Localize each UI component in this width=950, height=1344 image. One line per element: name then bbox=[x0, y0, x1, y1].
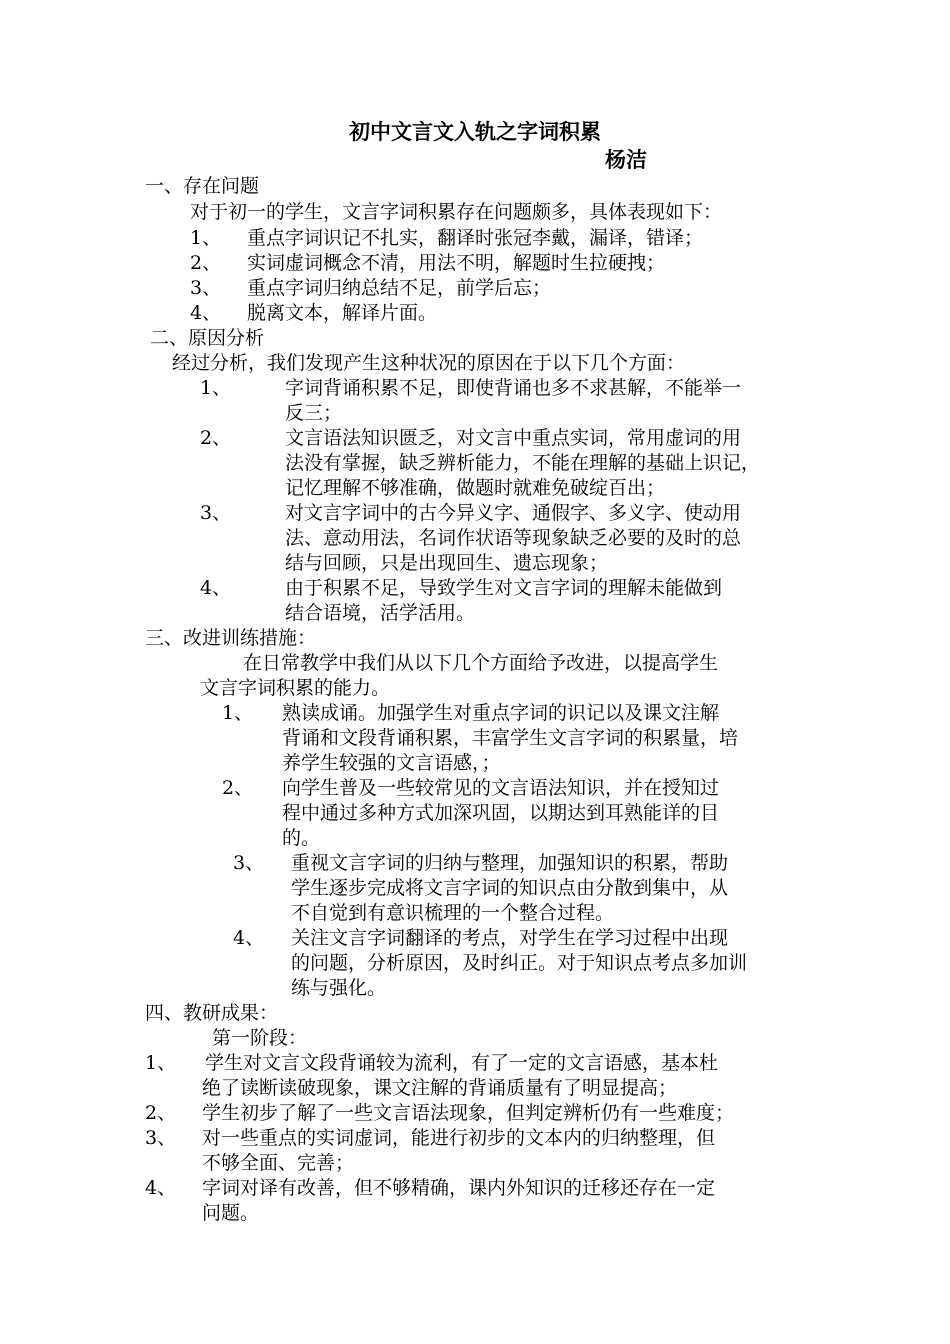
s4-item-4-line-1: 字词对译有改善，但不够精确，课内外知识的迁移还存在一定 bbox=[202, 1177, 716, 1199]
s1-item-2-text: 实词虚词概念不清，用法不明，解题时生拉硬拽； bbox=[247, 252, 666, 274]
s3-item-2-number: 2、 bbox=[222, 777, 254, 799]
s2-item-4-line-1: 由于积累不足，导致学生对文言字词的理解未能做到 bbox=[285, 577, 723, 599]
s2-item-1-number: 1、 bbox=[200, 377, 232, 399]
s4-item-1-line-1: 学生对文言文段背诵较为流利，有了一定的文言语感，基本杜 bbox=[205, 1052, 719, 1074]
s3-item-4-line-1: 关注文言字词翻译的考点，对学生在学习过程中出现 bbox=[291, 927, 729, 949]
s3-item-4-line-3: 练与强化。 bbox=[291, 977, 387, 999]
s3-item-3-number: 3、 bbox=[233, 852, 265, 874]
s1-item-1-text: 重点字词识记不扎实，翻译时张冠李戴，漏译，错译； bbox=[247, 227, 704, 249]
s2-item-3-number: 3、 bbox=[200, 502, 232, 524]
document-author: 杨洁 bbox=[605, 147, 647, 172]
s3-item-2-line-3: 的。 bbox=[282, 827, 321, 849]
section-3-intro-line-2: 文言字词积累的能力。 bbox=[200, 677, 391, 699]
s2-item-4-number: 4、 bbox=[200, 577, 232, 599]
section-2-intro: 经过分析，我们发现产生这种状况的原因在于以下几个方面： bbox=[172, 352, 686, 374]
s3-item-3-line-3: 不自觉到有意识梳理的一个整合过程。 bbox=[291, 902, 615, 924]
s3-item-1-number: 1、 bbox=[222, 702, 254, 724]
s4-item-4-number: 4、 bbox=[145, 1177, 177, 1199]
s2-item-1-line-1: 字词背诵积累不足，即使背诵也多不求甚解，不能举一 bbox=[285, 377, 742, 399]
s2-item-2-line-2: 法没有掌握，缺乏辨析能力，不能在理解的基础上识记， bbox=[285, 452, 761, 474]
s3-item-2-line-2: 程中通过多种方式加深巩固，以期达到耳熟能详的目 bbox=[282, 802, 720, 824]
s4-item-1-number: 1、 bbox=[145, 1052, 177, 1074]
section-2-heading: 二、原因分析 bbox=[150, 327, 265, 349]
s4-item-2-line-1: 学生初步了解了一些文言语法现象，但判定辨析仍有一些难度； bbox=[202, 1102, 735, 1124]
s4-item-1-line-2: 绝了读断读破现象，课文注解的背诵质量有了明显提高； bbox=[202, 1077, 678, 1099]
s1-item-4-text: 脱离文本，解译片面。 bbox=[247, 302, 438, 324]
s4-item-3-line-2: 不够全面、完善； bbox=[202, 1152, 355, 1174]
s4-item-3-line-1: 对一些重点的实词虚词，能进行初步的文本内的归纳整理，但 bbox=[202, 1127, 716, 1149]
document-title: 初中文言文入轨之字词积累 bbox=[349, 119, 601, 144]
s1-item-3-number: 3、 bbox=[190, 277, 222, 299]
s4-item-3-number: 3、 bbox=[145, 1127, 177, 1149]
s2-item-1-line-2: 反三； bbox=[285, 402, 343, 424]
section-3-intro-line-1: 在日常教学中我们从以下几个方面给予改进，以提高学生 bbox=[243, 652, 719, 674]
section-1-intro: 对于初一的学生，文言字词积累存在问题颇多，具体表现如下： bbox=[190, 201, 723, 223]
s1-item-3-text: 重点字词归纳总结不足，前学后忘； bbox=[247, 277, 552, 299]
s3-item-4-line-2: 的问题，分析原因，及时纠正。对于知识点考点多加训 bbox=[291, 952, 748, 974]
s2-item-3-line-2: 法、意动用法，名词作状语等现象缺乏必要的及时的总 bbox=[285, 527, 742, 549]
s2-item-3-line-3: 结与回顾，只是出现回生、遗忘现象； bbox=[285, 552, 609, 574]
section-4-heading: 四、教研成果： bbox=[145, 1002, 279, 1024]
s1-item-2-number: 2、 bbox=[190, 252, 222, 274]
s3-item-3-line-2: 学生逐步完成将文言字词的知识点由分散到集中，从 bbox=[291, 877, 729, 899]
s3-item-1-line-3: 养学生较强的文言语感，； bbox=[282, 752, 501, 774]
s2-item-3-line-1: 对文言字词中的古今异义字、通假字、多义字、使动用 bbox=[285, 502, 742, 524]
s4-item-2-number: 2、 bbox=[145, 1102, 177, 1124]
s4-item-4-line-2: 问题。 bbox=[202, 1202, 260, 1224]
s3-item-1-line-1: 熟读成诵。加强学生对重点字词的识记以及课文注解 bbox=[282, 702, 720, 724]
s2-item-2-line-1: 文言语法知识匮乏，对文言中重点实词，常用虚词的用 bbox=[285, 427, 742, 449]
s1-item-4-number: 4、 bbox=[190, 302, 222, 324]
s3-item-1-line-2: 背诵和文段背诵积累，丰富学生文言字词的积累量，培 bbox=[282, 727, 739, 749]
section-4-stage: 第一阶段： bbox=[212, 1027, 308, 1049]
s3-item-4-number: 4、 bbox=[233, 927, 265, 949]
s1-item-1-number: 1、 bbox=[190, 227, 222, 249]
section-1-heading: 一、存在问题 bbox=[145, 175, 260, 197]
s2-item-2-number: 2、 bbox=[200, 427, 232, 449]
s3-item-3-line-1: 重视文言字词的归纳与整理，加强知识的积累，帮助 bbox=[291, 852, 729, 874]
s3-item-2-line-1: 向学生普及一些较常见的文言语法知识，并在授知过 bbox=[282, 777, 720, 799]
s2-item-2-line-3: 记忆理解不够准确，做题时就难免破绽百出； bbox=[285, 477, 666, 499]
s2-item-4-line-2: 结合语境，活学活用。 bbox=[285, 602, 476, 624]
section-3-heading: 三、改进训练措施： bbox=[145, 627, 317, 649]
